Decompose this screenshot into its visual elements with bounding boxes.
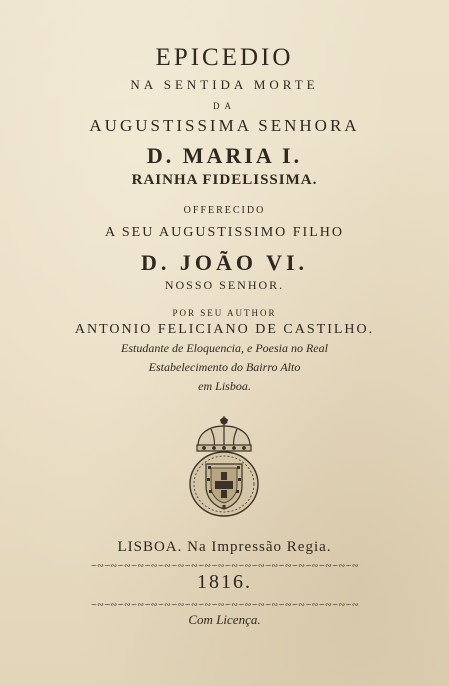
author-description-3: em Lisboa. [198,379,251,393]
offered-label: OFFERECIDO [183,205,266,216]
author-description-2: Estabelecimento do Bairro Alto [148,360,301,374]
queen-name: D. MARIA I. [146,143,303,168]
imprint: LISBOA. Na Impressão Regia. [117,539,332,555]
subtitle-augustissima: AUGUSTISSIMA SENHORA [89,116,360,135]
royal-coat-of-arms-icon [184,412,264,520]
king-title: NOSSO SENHOR. [164,278,285,292]
ornament-rule-bottom: ∽∾∽∾∽∾∽∾∽∾∽∾∽∾∽∾∽∾∽∾∽∾∽∾∽∾∽∾∽∾∽∾∽∾∽∾∽∾∽∾ [90,600,359,609]
author-description-1: Estudante de Eloquencia, e Poesia no Real [121,341,328,355]
subtitle-sentida-morte: NA SENTIDA MORTE [130,77,319,92]
author-name: ANTONIO FELICIANO DE CASTILHO. [74,322,375,337]
queen-title: RAINHA FIDELISSIMA. [131,172,318,188]
dedication-line: A SEU AUGUSTISSIMO FILHO [105,225,344,240]
title: EPICEDIO [155,44,294,71]
publication-year: 1816. [197,571,252,593]
license-note: Com Licença. [188,612,261,627]
author-by-label: POR SEU AUTHOR [172,308,277,318]
subtitle-da: DA [213,101,236,111]
ornament-rule-top: ∽∾∽∾∽∾∽∾∽∾∽∾∽∾∽∾∽∾∽∾∽∾∽∾∽∾∽∾∽∾∽∾∽∾∽∾∽∾∽∾ [90,561,359,570]
king-name: D. JOÃO VI. [140,250,309,275]
